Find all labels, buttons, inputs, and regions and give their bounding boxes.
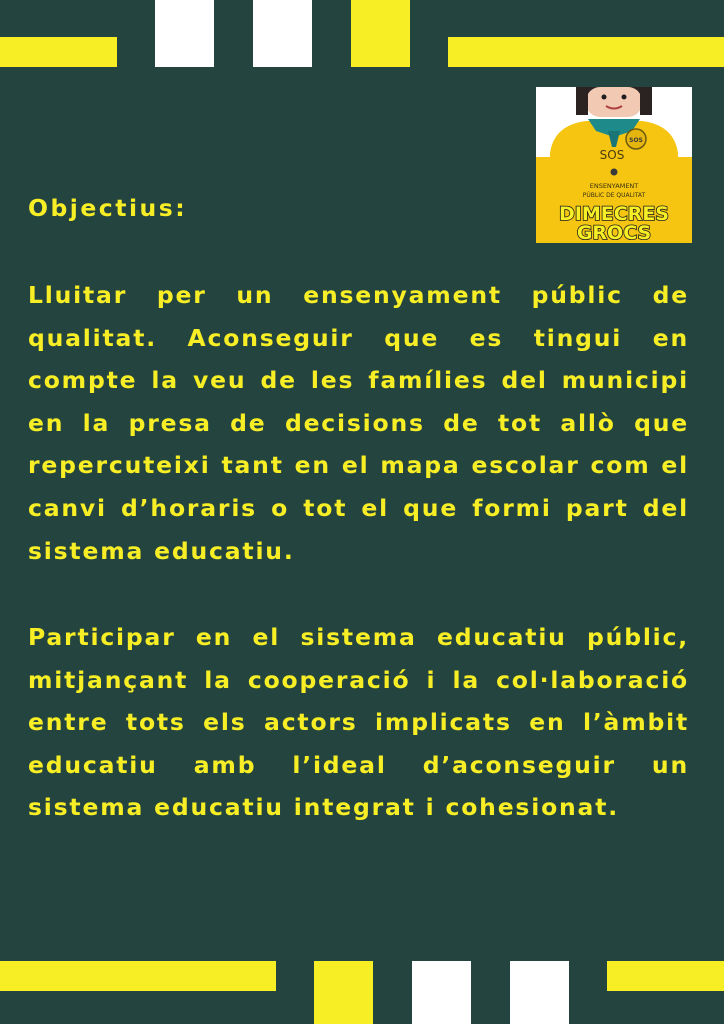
objectives-heading: Objectius: [28,194,188,222]
logo-eye-left [602,95,607,100]
objective-paragraph-2: Participar en el sistema educatiu públic, mitjançant la cooperació i la col·laboració entre tots els actors implicats en l’àmbit educatiu amb l’ideal d’aconseguir un sistema educatiu integrat i cohesionat. [28,623,689,822]
logo-hair-right [640,87,652,115]
logo-brand-line-2: GROCS [576,222,652,243]
logo-badge-text: SOS [629,137,643,144]
logo-sos-text: SOS [599,148,625,162]
logo-illustration [536,87,692,243]
logo-heart-icon [611,169,618,176]
logo-eye-right [622,95,627,100]
logo-shirt-line-2: PÚBLIC DE QUALITAT [582,192,646,199]
bottom-white-block [412,961,471,1024]
dimecres-grocs-logo [536,87,692,243]
bottom-right-yellow-bar [607,961,724,991]
logo-brand-line-1: DIMECRES [559,203,669,225]
logo-hair-left [576,87,588,115]
top-white-block [155,0,214,67]
logo-arm-left [536,157,554,243]
logo-shirt-line-1: ENSENYAMENT [589,182,639,190]
bottom-white-block [510,961,569,1024]
bottom-left-yellow-bar [0,961,276,991]
bottom-yellow-block [314,961,373,1024]
top-yellow-block [351,0,410,67]
top-right-yellow-bar [448,37,724,67]
top-white-block [253,0,312,67]
top-left-yellow-bar [0,37,117,67]
logo-arm-right [674,157,692,243]
logo-face [586,87,642,117]
objective-paragraph-1: Lluitar per un ensenyament públic de qualitat. Aconseguir que es tingui en compte la veu de les famílies del municipi en la presa de decisions de tot allò que repercuteixi tant en el mapa escolar com el canvi d’horaris o tot el que formi part del sistema educatiu. [28,281,689,565]
